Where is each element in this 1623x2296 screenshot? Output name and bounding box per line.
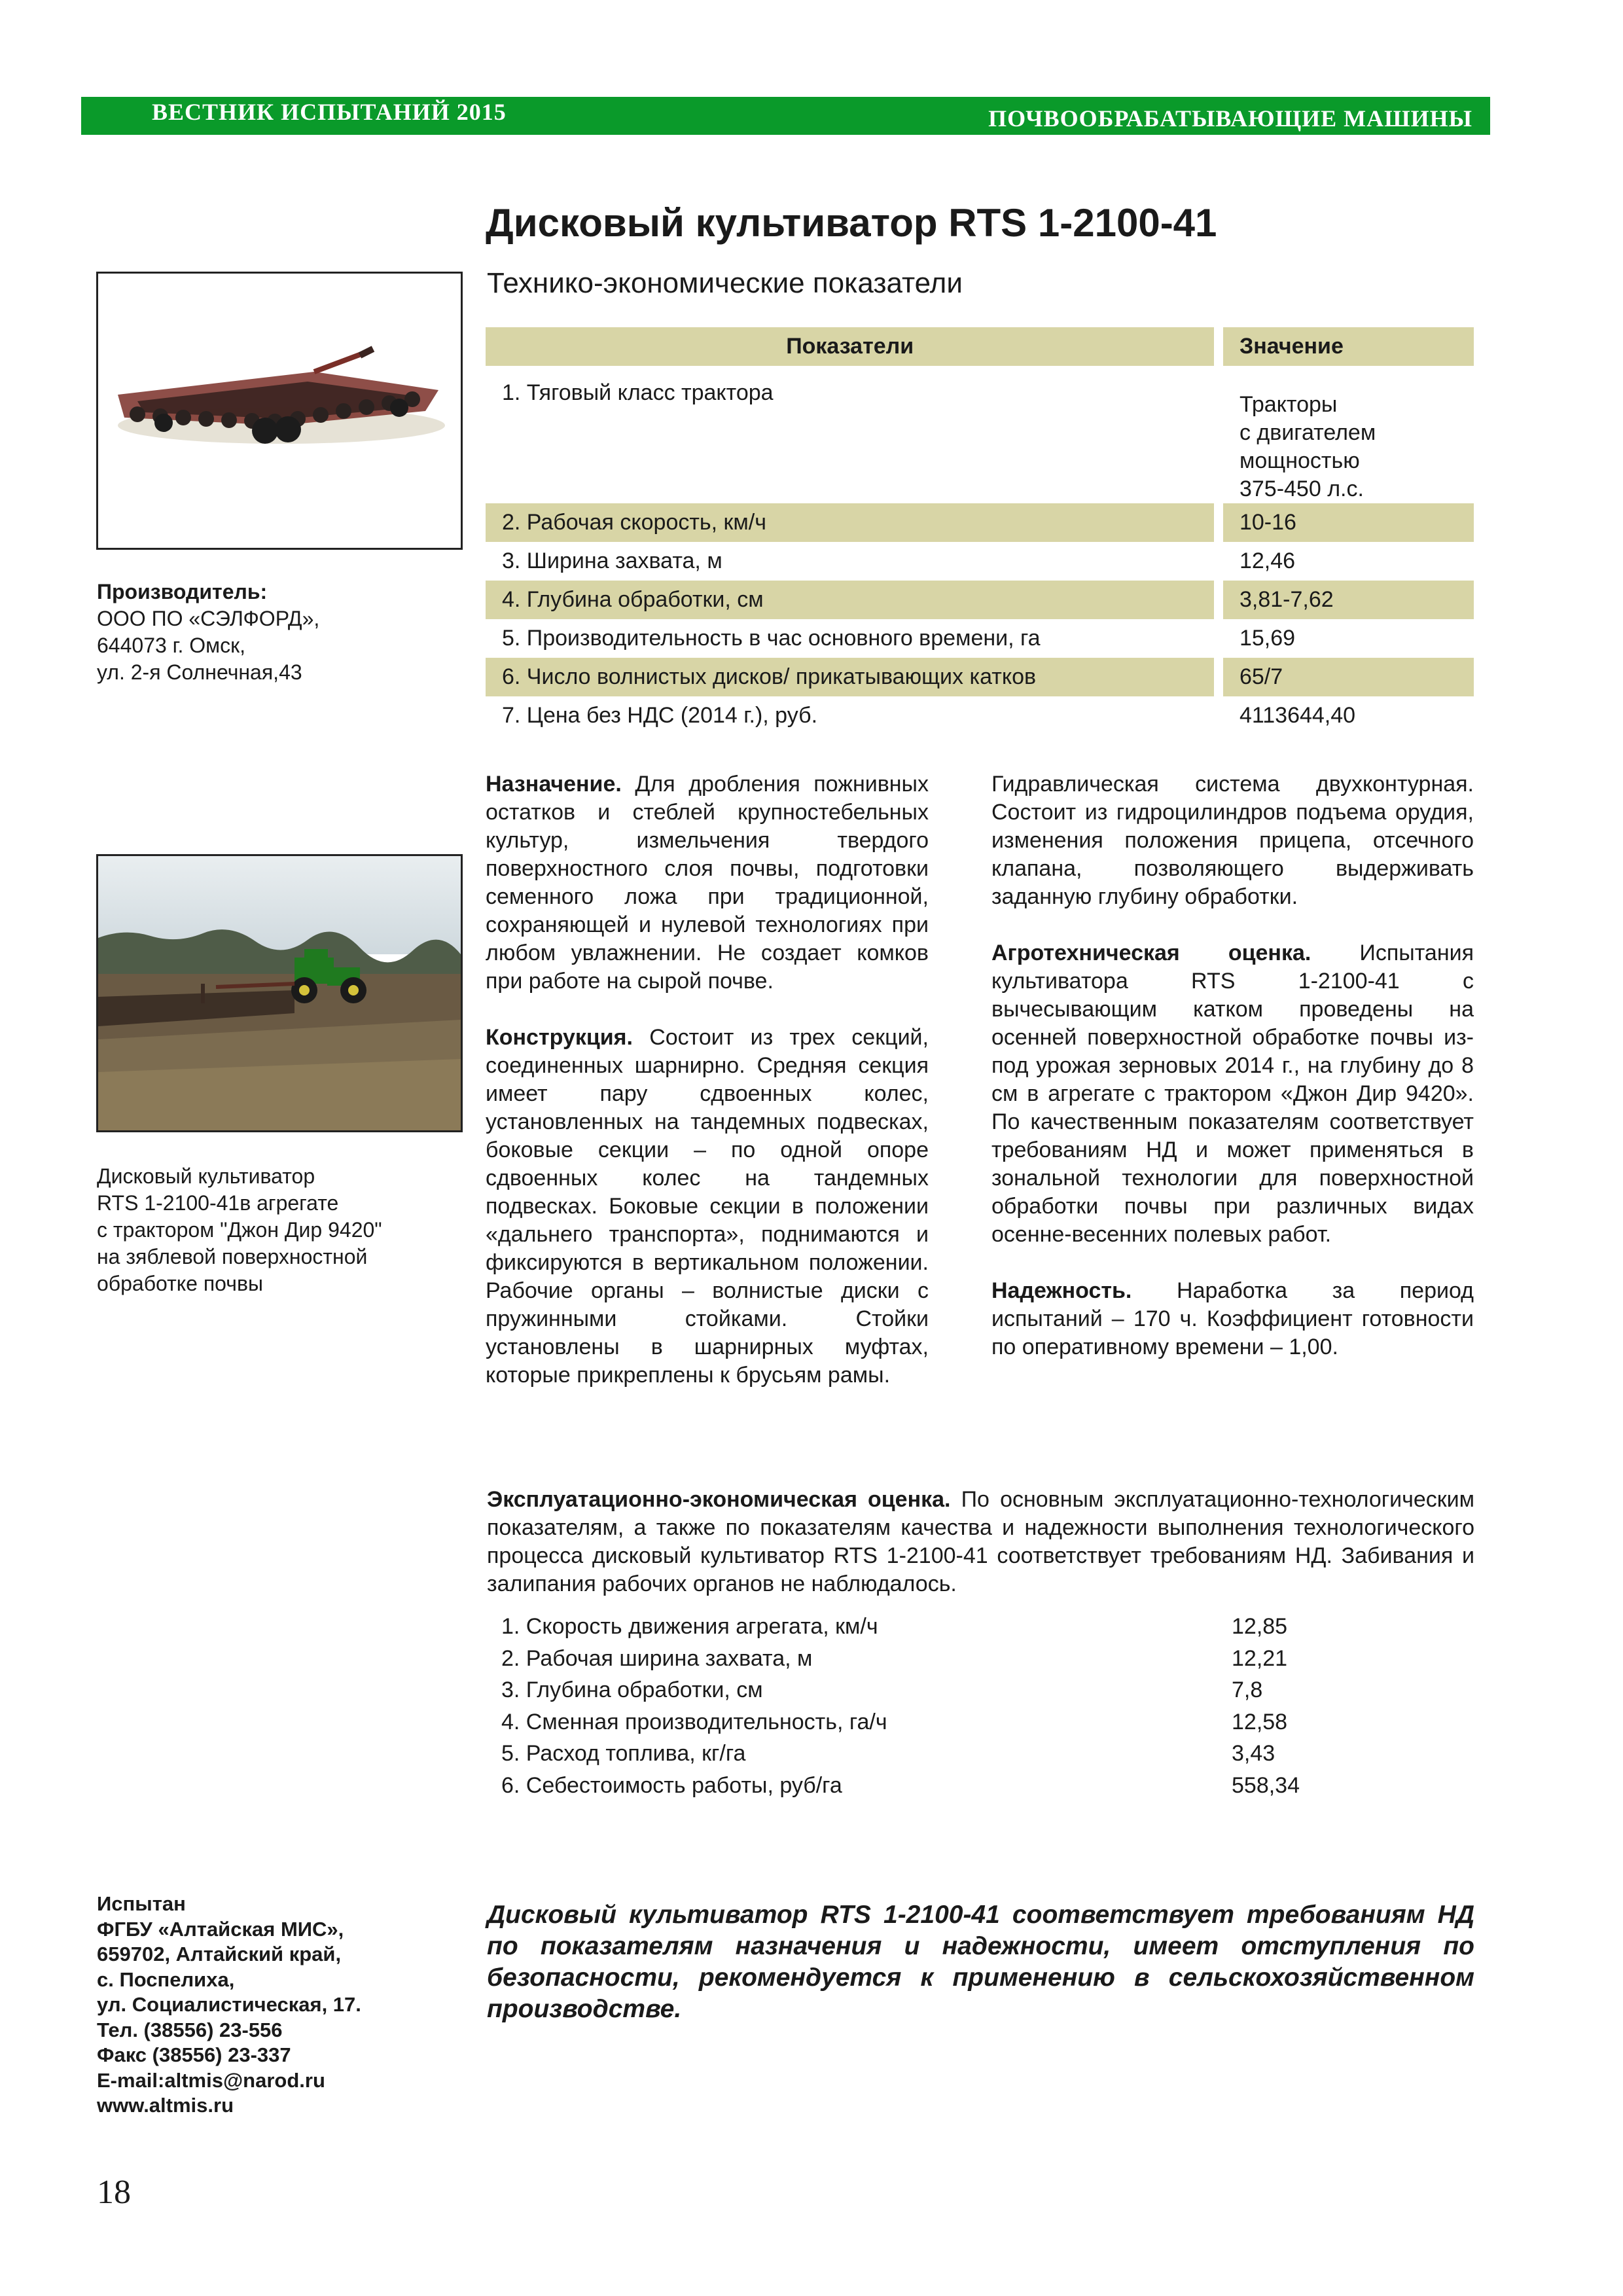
list-item [501, 1645, 1288, 1678]
tested-by-block [97, 1892, 361, 2119]
section-title: ПОЧВООБРАБАТЫВАЮЩИЕ МАШИНЫ [988, 105, 1472, 132]
table-cell: 4. Глубина обработки, см [502, 587, 764, 612]
result-value: 3,43 [1232, 1741, 1275, 1766]
caption-line: RTS 1-2100-41в агрегате [97, 1191, 339, 1215]
tested-line: www.altmis.ru [97, 2094, 234, 2117]
table-cell: 10-16 [1239, 510, 1296, 535]
construction-paragraph [486, 1024, 929, 1390]
reliability-text: Наработка за период испытаний – 170 ч. Коэффициент готовности по оперативному времени – 1,00. [991, 1278, 1474, 1359]
table-cell: Тракторы [1239, 392, 1338, 417]
manufacturer-label: Производитель: [97, 580, 268, 603]
list-item [501, 1772, 1300, 1805]
exploit-text: По основным эксплуатационно-технологическим показателям, а также по показателям качества и надежности выполнения технологического процесса дисковый культиватор RTS 1-2100-41 соответствует требованиям НД. Забивания и залипания рабочих органов не наблюдалось. [487, 1487, 1474, 1596]
table-cell: 12,46 [1239, 548, 1296, 573]
table-cell: 4113644,40 [1239, 703, 1356, 728]
table-cell: мощностью [1239, 448, 1360, 473]
caption-line: на зяблевой поверхностной [97, 1245, 368, 1268]
table-cell: 6. Число волнистых дисков/ прикатывающих катков [502, 664, 1037, 689]
tested-line: Испытан [97, 1892, 186, 1915]
result-value: 12,21 [1232, 1645, 1288, 1671]
table-cell: 2. Рабочая скорость, км/ч [502, 510, 766, 535]
table-header: Значение [1223, 327, 1474, 366]
table-cell: 65/7 [1239, 664, 1283, 689]
caption-line: обработке почвы [97, 1272, 263, 1295]
purpose-text: Для дробления пожнивных остатков и стеблей крупностебельных культур, измельчения твердого поверхностного слоя почвы, подготовки семенного ложа при традиционной, сохраняющей и нулевой технологиях при любом увлажнении. Не создает комков при работе на сырой почве. [486, 772, 929, 994]
agro-text: Испытания культиватора RTS 1-2100-41 с вычесывающим катком проведены на осенней поверхностной обработке почвы из-под урожая зерновых 2014 г., на глубину до 8 см в агрегате с трактором «Джон Дир 9420». По качественным показателям соответствует требованиям НД и может применяться в зональной технологии для поверхностной обработки почвы при различных видах осенне-весенних полевых работ. [991, 941, 1474, 1247]
list-item [501, 1741, 1275, 1773]
tested-line: Тел. (38556) 23-556 [97, 2018, 283, 2041]
tested-line: E-mail:altmis@narod.ru [97, 2068, 325, 2092]
tested-line: Факс (38556) 23-337 [97, 2043, 291, 2066]
result-value: 7,8 [1232, 1677, 1263, 1702]
result-name: 5. Расход топлива, кг/га [501, 1741, 746, 1766]
result-name: 3. Глубина обработки, см [501, 1677, 763, 1702]
tested-line: ул. Социалистическая, 17. [97, 1993, 361, 2016]
result-name: 2. Рабочая ширина захвата, м [501, 1645, 813, 1671]
reliability-paragraph [991, 1277, 1474, 1361]
agro-paragraph [991, 939, 1474, 1249]
purpose-label: Назначение. [486, 772, 622, 797]
table-cell: 15,69 [1239, 626, 1296, 651]
table-cell: 375-450 л.с. [1239, 476, 1364, 501]
field-photo [96, 854, 463, 1132]
table-header-row [486, 327, 1474, 366]
conclusion: Дисковый культиватор RTS 1-2100-41 соответствует требованиям НД по показателям назначения и надежности, имеет отступления по безопасности, рекомендуется к применению в сельскохозяйственном производстве. [487, 1901, 1474, 2023]
table-cell: 7. Цена без НДС (2014 г.), руб. [502, 703, 818, 728]
construction-text: Состоит из трех секций, соединенных шарнирно. Средняя секция имеет пару сдвоенных колес, установленных на тандемных подвесках, боковые секции – по одной опоре сдвоенных колес на тандемных подвесках. Боковые секции в положении «дальнего транспорта», поднимаются и фиксируются в вертикальном положении. Рабочие органы – волнистые диски с пружинными стойками. Стойки установлены в шарнирных муфтах, которые прикреплены к брусьям рамы. [486, 1025, 929, 1388]
result-name: 1. Скорость движения агрегата, км/ч [501, 1614, 878, 1639]
exploit-paragraph [487, 1486, 1474, 1598]
tested-line: 659702, Алтайский край, [97, 1943, 342, 1965]
manufacturer-line: ООО ПО «СЭЛФОРД», [97, 607, 320, 630]
body-column-left [486, 770, 929, 1418]
hydraulics-paragraph: Гидравлическая система двухконтурная. Состоит из гидроцилиндров подъема орудия, изменения положения прицепа, отсечного клапана, позволяющего выдерживать заданную глубину обработки. [991, 772, 1474, 909]
table-header: Показатели [486, 327, 1214, 366]
manufacturer-block [97, 579, 319, 686]
tested-line: с. Поспелиха, [97, 1967, 235, 1991]
journal-title: ВЕСТНИК ИСПЫТАНИЙ 2015 [152, 99, 507, 125]
caption-line: Дисковый культиватор [97, 1164, 315, 1188]
purpose-paragraph [486, 770, 929, 996]
page-number: 18 [97, 2174, 131, 2211]
result-name: 6. Себестоимость работы, руб/га [501, 1772, 842, 1798]
table-cell: 1. Тяговый класс трактора [502, 380, 774, 405]
manufacturer-line: ул. 2-я Солнечная,43 [97, 660, 302, 684]
cultivator-photo [96, 272, 463, 550]
photo-caption [97, 1163, 450, 1297]
result-value: 12,85 [1232, 1614, 1288, 1639]
agro-label: Агротехническая оценка. [991, 941, 1311, 965]
spec-table [486, 327, 1474, 735]
list-item [501, 1677, 1263, 1710]
page-title: Дисковый культиватор RTS 1-2100-41 [486, 201, 1217, 245]
caption-line: с трактором "Джон Дир 9420" [97, 1218, 382, 1242]
result-value: 12,58 [1232, 1709, 1288, 1734]
table-row [486, 619, 1474, 658]
table-row [486, 658, 1474, 696]
result-name: 4. Сменная производительность, га/ч [501, 1709, 887, 1734]
table-cell: с двигателем [1239, 420, 1376, 445]
table-row [486, 366, 1474, 503]
table-cell: 3. Ширина захвата, м [502, 548, 722, 573]
results-list [501, 1614, 1300, 1804]
table-row [486, 696, 1474, 735]
table-row [486, 503, 1474, 542]
manufacturer-line: 644073 г. Омск, [97, 634, 245, 657]
construction-label: Конструкция. [486, 1025, 633, 1050]
tested-line: ФГБУ «Алтайская МИС», [97, 1917, 344, 1941]
table-row [486, 542, 1474, 581]
page-subtitle: Технико-экономические показатели [487, 267, 963, 299]
result-value: 558,34 [1232, 1772, 1300, 1798]
reliability-label: Надежность. [991, 1278, 1132, 1303]
list-item [501, 1709, 1288, 1742]
table-row [486, 581, 1474, 619]
table-cell: 3,81-7,62 [1239, 587, 1334, 612]
table-cell: 5. Производительность в час основного времени, га [502, 626, 1041, 651]
exploit-label: Эксплуатационно-экономическая оценка. [487, 1487, 951, 1512]
body-column-right [991, 770, 1474, 1390]
list-item [501, 1614, 1288, 1646]
